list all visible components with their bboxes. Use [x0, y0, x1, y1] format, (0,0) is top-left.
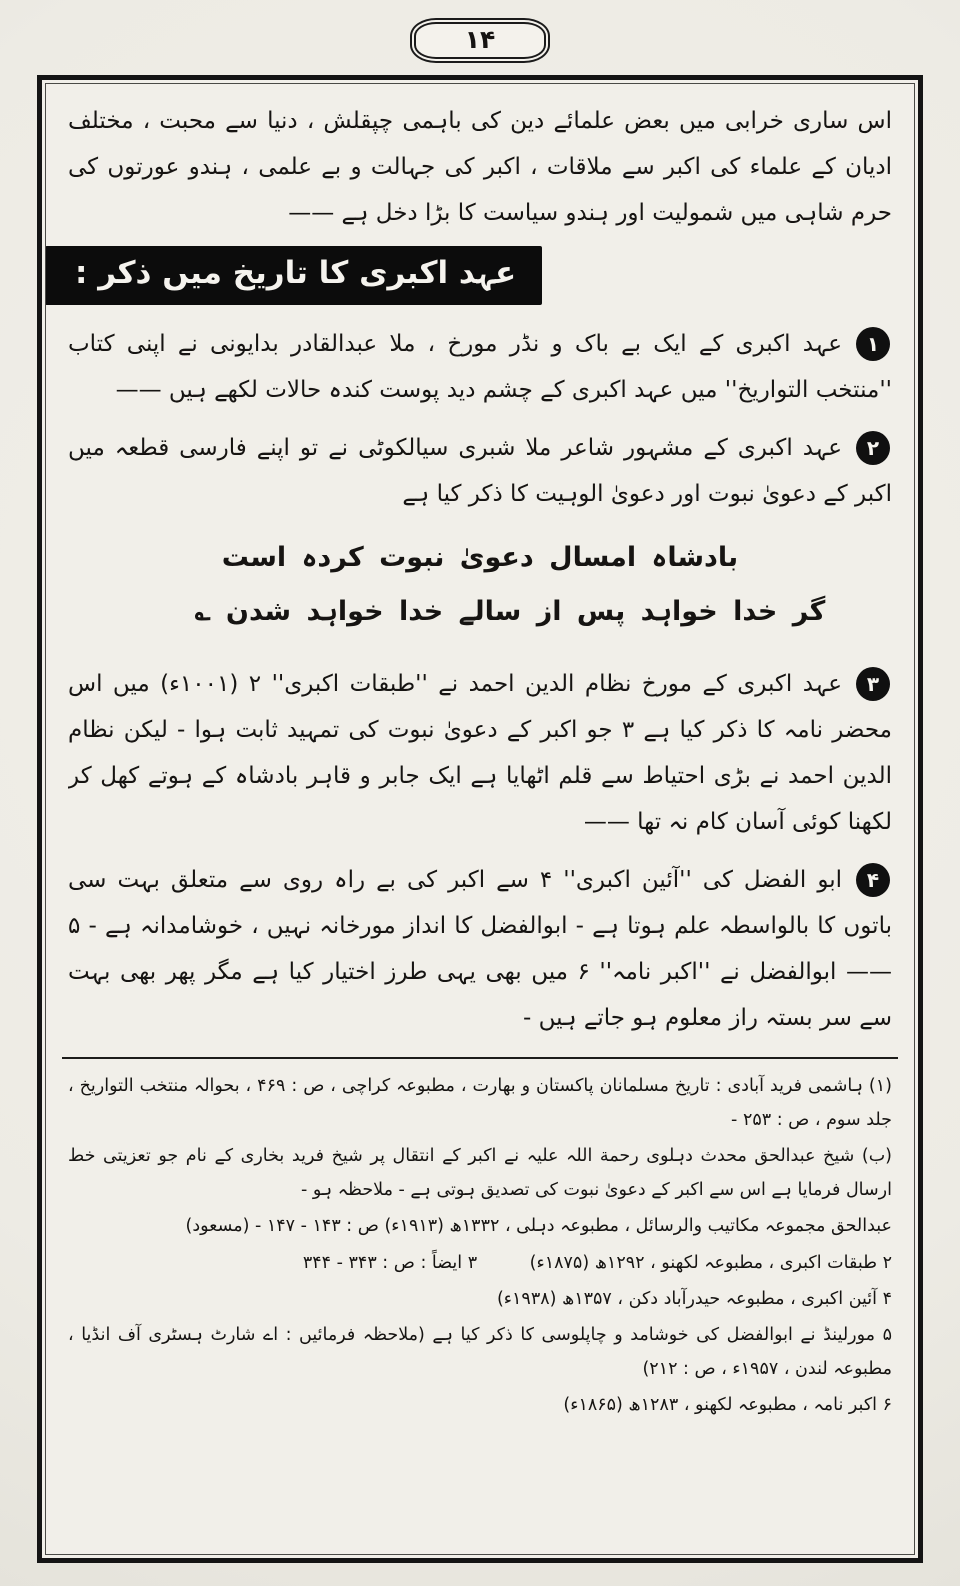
- footnote-line-3: عبدالحق مجموعہ مکاتیب والرسائل ، مطبوعہ دہلی ، ۱۳۳۲ھ (۱۹۱۳ء) ص : ۱۴۳ - ۱۴۷ - (مسعود): [185, 1216, 892, 1237]
- footnote-line-6: ۵ مورلینڈ نے ابوالفضل کی خوشامد و چاپلوسی کا ذکر کیا ہے (ملاحظہ فرمائیں : اے شارٹ ہسٹری آف انڈیا ، مطبوعہ لندن ، ۱۹۵۷ء ، ص : ۲۱۲): [68, 1324, 892, 1379]
- list-item-2: [68, 425, 892, 517]
- poetry-couplet: [68, 531, 892, 639]
- footnote-line-2: (ب) شیخ عبدالحق محدث دہلوی رحمة اللہ علیہ نے اکبر کے انتقال پر شیخ فرید بخاری کے نام جو تعزیتی خط ارسال فرمایا ہے اس سے اکبر کے دعویٰ نبوت کی تصدیق ہوتی ہے - ملاحظہ ہو -: [68, 1146, 892, 1201]
- couplet-line-1: بادشاہ امسال دعویٰ نبوت کردہ است: [221, 541, 739, 573]
- item-4-number-badge: ۴: [856, 863, 890, 897]
- list-item-1: [68, 321, 892, 413]
- footnote-line-7: ۶ اکبر نامہ ، مطبوعہ لکھنو ، ۱۲۸۳ھ (۱۸۶۵ء): [563, 1395, 892, 1416]
- section-heading-row: [68, 246, 892, 305]
- footnotes-section: [68, 1069, 892, 1422]
- item-2-number-badge: ۲: [856, 431, 890, 465]
- item-3-text: عہد اکبری کے مورخ نظام الدین احمد نے ''طبقات اکبری'' ۲ (۱۰۰۱ء) میں اس محضر نامہ کا ذکر کیا ہے ۳ جو اکبر کے دعویٰ نبوت کی تمہید ثابت ہوا - لیکن نظام الدین احمد نے بڑی احتیاط سے قلم اٹھایا ہے ایک جابر و قاہر بادشاہ کے ہوتے کھل کر لکھنا کوئی آسان کام نہ تھا ——: [68, 670, 892, 835]
- item-4-text: ابو الفضل کی ''آئین اکبری'' ۴ سے اکبر کی بے راہ روی سے متعلق بہت سی باتوں کا بالواسطہ علم ہوتا ہے - ابوالفضل کا انداز مورخانہ نہیں ، خوشامدانہ ہے - ۵ —— ابوالفضل نے ''اکبر نامہ'' ۶ میں بھی یہی طرز اختیار کیا ہے مگر پھر بھی بہت سے سر بستہ راز معلوم ہو جاتے ہیں -: [68, 866, 892, 1031]
- list-item-4: [68, 857, 892, 1041]
- item-3-number-badge: ۳: [856, 667, 890, 701]
- intro-paragraph: اس ساری خرابی میں بعض علمائے دین کی باہمی چپقلش ، دنیا سے محبت ، مختلف ادیان کے علماء کی اکبر سے ملاقات ، اکبر کی جہالت و بے علمی ، ہندو عورتوں کی حرم شاہی میں شمولیت اور ہندو سیاست کا بڑا دخل ہے ——: [68, 108, 892, 226]
- item-2-text: عہد اکبری کے مشہور شاعر ملا شبری سیالکوٹی نے تو اپنے فارسی قطعہ میں اکبر کے دعویٰ نبوت اور دعویٰ الوہیت کا ذکر کیا ہے: [68, 434, 892, 507]
- list-item-3: [68, 661, 892, 845]
- content-frame-inner: [45, 83, 915, 1555]
- footnote-line-5: ۴ آئین اکبری ، مطبوعہ حیدرآباد دکن ، ۱۳۵۷ھ (۱۹۳۸ء): [496, 1288, 892, 1309]
- page-number-badge: [410, 18, 550, 63]
- footnote-line-4: ۲ طبقات اکبری ، مطبوعہ لکھنو ، ۱۲۹۲ھ (۱۸۷۵ء) ۳ ایضاً : ص : ۳۴۳ - ۳۴۴: [302, 1252, 892, 1273]
- item-1-number-badge: ۱: [856, 327, 890, 361]
- page-number: ۱۴: [414, 22, 546, 59]
- footnote-divider: [62, 1057, 898, 1059]
- couplet-line-2: گر خدا خواہد پس از سالے خدا خواہد شدن ؎: [194, 595, 826, 627]
- page-number-row: [0, 18, 960, 63]
- footnote-line-1: (۱) ہاشمی فرید آبادی : تاریخ مسلمانان پاکستان و بھارت ، مطبوعہ کراچی ، ص : ۴۶۹ ، بحوالہ منتخب التواریخ ، جلد سوم ، ص : ۲۵۳ -: [68, 1075, 892, 1131]
- item-1-text: عہد اکبری کے ایک بے باک و نڈر مورخ ، ملا عبدالقادر بدایونی نے اپنی کتاب ''منتخب التواریخ'' میں عہد اکبری کے چشم دید پوست کندہ حالات لکھے ہیں ——: [68, 330, 892, 403]
- section-heading: عہد اکبری کا تاریخ میں ذکر :: [45, 246, 542, 305]
- content-frame: [37, 75, 923, 1563]
